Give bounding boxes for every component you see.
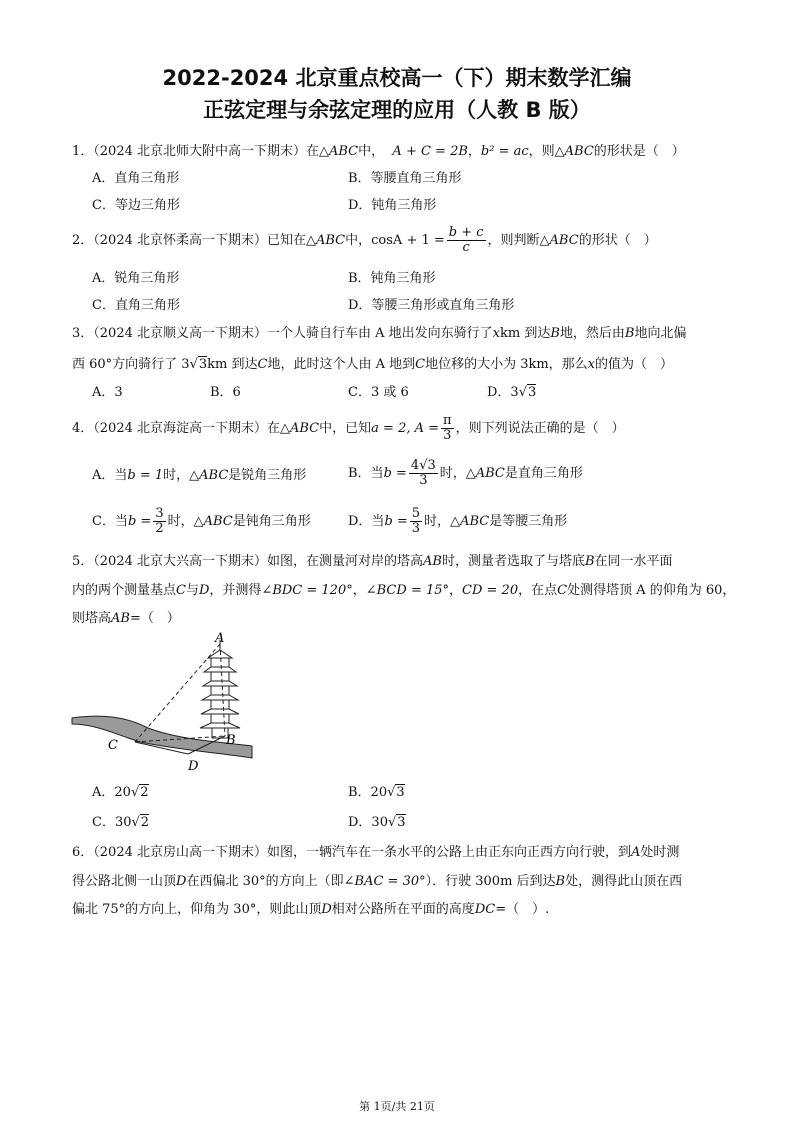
q6-stem-line1: 6．（2024 北京房山高一下期末）如图，一辆汽车在一条水平的公路上由正东向正西方向行驶，到A处时测 xyxy=(72,845,680,860)
q1-option-b[interactable]: B．等腰直角三角形 xyxy=(348,171,462,186)
q4-fraction: $\frac{\pi}{3}$ xyxy=(443,413,452,443)
q5-option-c[interactable]: C．30√2 xyxy=(92,815,150,830)
q2-stem: 2．（2024 北京怀柔高一下期末）已知在△ABC中，cosA + 1 = $\frac{b + c}{c}$ ，则判断△ABC的形状（ ） xyxy=(72,225,657,255)
q6-stem-line3: 偏北 75°的方向上，仰角为 30°，则此山顶D相对公路所在平面的高度DC=（ ）. xyxy=(72,902,550,917)
pagoda-icon xyxy=(200,640,240,738)
q4-option-c[interactable]: C．当b = $\frac{3}{2}$ 时，△ABC是钝角三角形 xyxy=(92,506,311,536)
q1-option-a[interactable]: A．直角三角形 xyxy=(92,171,180,186)
q6-stem-line2: 得公路北侧一山顶D在西偏北 30°的方向上（即∠BAC = 30°）．行驶 300m 后到达B处，测得此山顶在西 xyxy=(72,874,683,889)
q1-option-d[interactable]: D．钝角三角形 xyxy=(348,198,437,213)
q2-option-a[interactable]: A．锐角三角形 xyxy=(92,271,180,286)
q2-fraction: $\frac{b + c}{c}$ xyxy=(448,225,484,255)
q1-stem: 1．（2024 北京北师大附中高一下期末）在△ABC中， A + C = 2B，b² = ac，则△ABC的形状是（ ） xyxy=(72,144,685,159)
q3-stem-line1: 3．（2024 北京顺义高一下期末）一个人骑自行车由 A 地出发向东骑行了xkm 到达B地，然后由B地向北偏 xyxy=(72,326,687,341)
q4-option-b[interactable]: B．当b = $\frac{4√3}{3}$ 时，△ABC是直角三角形 xyxy=(348,458,583,488)
q2-option-c[interactable]: C．直角三角形 xyxy=(92,298,180,313)
title-line2: 正弦定理与余弦定理的应用（人教 B 版） xyxy=(203,98,591,122)
q4-option-d[interactable]: D．当b = $\frac{5}{3}$ 时，△ABC是等腰三角形 xyxy=(348,506,568,536)
label-d: D xyxy=(188,759,199,774)
q3-option-d[interactable]: D．3√3 xyxy=(487,385,537,400)
page-footer: 第 1页/共 21页 xyxy=(359,1100,435,1113)
q4-stem: 4．（2024 北京海淀高一下期末）在△ABC中，已知a = 2, A = $\frac{\pi}{3}$ ，则下列说法正确的是（ ） xyxy=(72,413,625,443)
sqrt-sign-icon: √ xyxy=(518,385,527,400)
q3-option-a[interactable]: A．3 xyxy=(92,385,123,400)
q3-option-b[interactable]: B．6 xyxy=(210,385,241,400)
q5-option-b[interactable]: B．20√3 xyxy=(348,785,405,800)
q5-option-d[interactable]: D．30√3 xyxy=(348,815,406,830)
q4-option-a[interactable]: A．当b = 1时，△ABC是锐角三角形 xyxy=(92,468,307,483)
q5-tower-figure xyxy=(70,632,260,777)
label-a: A xyxy=(215,632,225,646)
sqrt-sign-icon: √ xyxy=(189,357,198,372)
q5-stem-line3: 则塔高AB=（ ） xyxy=(72,611,180,626)
q3-option-c[interactable]: C．3 或 6 xyxy=(348,385,409,400)
q1-option-c[interactable]: C．等边三角形 xyxy=(92,198,180,213)
q2-option-d[interactable]: D．等腰三角形或直角三角形 xyxy=(348,298,515,313)
label-b: B xyxy=(226,733,236,748)
q3-stem-line2: 西 60°方向骑行了 3√3km 到达C地，此时这个人由 A 地到C地位移的大小为 3km，那么x的值为（ ） xyxy=(72,357,674,372)
q5-stem-line2: 内的两个测量基点C与D，并测得∠BDC = 120°，∠BCD = 15°，CD = 20，在点C处测得塔顶 A 的仰角为 60， xyxy=(72,583,736,598)
q5-stem-line1: 5．（2024 北京大兴高一下期末）如图，在测量河对岸的塔高AB时，测量者选取了与塔底B在同一水平面 xyxy=(72,554,673,569)
title-line1: 2022-2024 北京重点校高一（下）期末数学汇编 xyxy=(162,66,632,90)
q2-option-b[interactable]: B．钝角三角形 xyxy=(348,271,436,286)
q5-option-a[interactable]: A．20√2 xyxy=(92,785,149,800)
label-c: C xyxy=(108,738,118,753)
